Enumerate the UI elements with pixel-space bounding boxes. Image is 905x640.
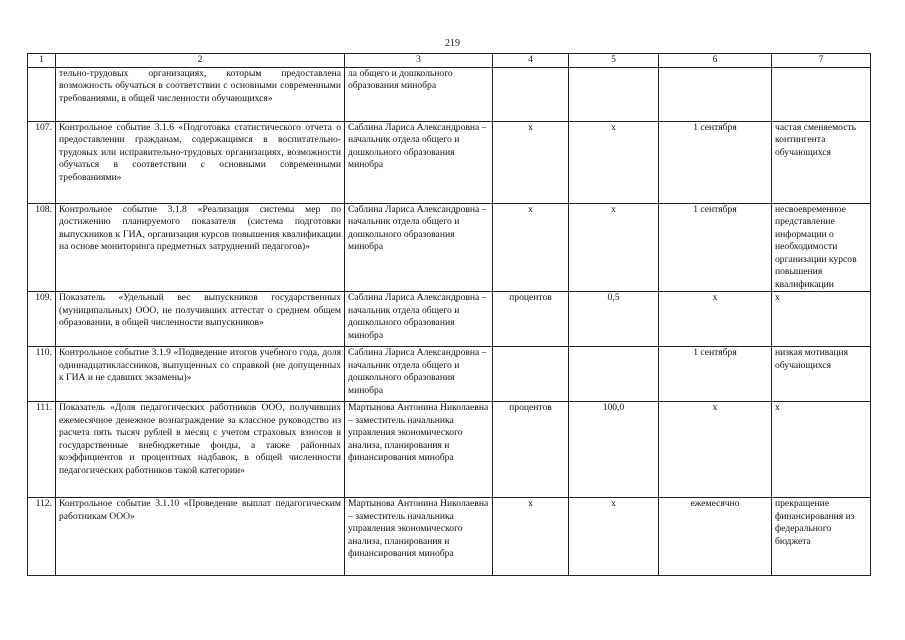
table-row: [28, 203, 871, 292]
indicator-value: х: [569, 203, 659, 292]
indicator-value: [569, 67, 659, 121]
column-number: 6: [659, 54, 772, 68]
indicator-value: 0,5: [569, 292, 659, 347]
unit-of-measure: [493, 67, 569, 121]
plan-table: [27, 53, 871, 576]
deadline: х: [659, 292, 772, 347]
column-number-row: [28, 54, 871, 68]
unit-of-measure: х: [493, 203, 569, 292]
table-row: [28, 67, 871, 121]
row-number: 112.: [28, 498, 56, 576]
column-number: 3: [345, 54, 493, 68]
responsible-person: Мартынова Антонина Николаевна – заместитель начальника управления экономического анализа, планирования и финансирования минобра: [345, 498, 493, 576]
row-number: 109.: [28, 292, 56, 347]
deadline: 1 сентября: [659, 121, 772, 203]
column-number: 1: [28, 54, 56, 68]
responsible-person: Саблина Лариса Александровна – начальник отдела общего и дошкольного образования минобра: [345, 347, 493, 402]
column-number: 2: [56, 54, 345, 68]
table-row: [28, 347, 871, 402]
unit-of-measure: процентов: [493, 402, 569, 498]
column-number: 7: [772, 54, 871, 68]
row-number: 111.: [28, 402, 56, 498]
responsible-person: Саблина Лариса Александровна – начальник отдела общего и дошкольного образования минобра: [345, 292, 493, 347]
unit-of-measure: [493, 347, 569, 402]
indicator-value: 100,0: [569, 402, 659, 498]
event-name: Контрольное событие 3.1.6 «Подготовка статистического отчета о предоставлении гражданам, содержащимся в воспитательно-трудовых или исправительно-трудовых организациях, возможности обучаться в соответствии с основными современными требованиями»: [56, 121, 345, 203]
indicator-value: х: [569, 498, 659, 576]
table-row: [28, 292, 871, 347]
event-name: Показатель «Удельный вес выпускников государственных (муниципальных) ООО, не получивших аттестат о среднем общем образовании, в общей численности выпускников»: [56, 292, 345, 347]
row-number: 107.: [28, 121, 56, 203]
responsible-person: Мартынова Антонина Николаевна – заместитель начальника управления экономического анализа, планирования и финансирования минобра: [345, 402, 493, 498]
page-number: 219: [445, 38, 460, 49]
indicator-value: х: [569, 121, 659, 203]
event-name: Контрольное событие 3.1.9 «Подведение итогов учебного года, доля одиннадцатиклассников, выпущенных со справкой (не допущенных к ГИА и не сдавших экзамены)»: [56, 347, 345, 402]
table-row: [28, 121, 871, 203]
event-name: Показатель «Доля педагогических работников ООО, получивших ежемесячное денежное вознаграждение за классное руководство из расчета пять тысяч рублей в месяц с учетом страховых взносов в государственные внебюджетные фонды, а также районных коэффициентов и процентных надбавок, в общей численности педагогических работников такой категории»: [56, 402, 345, 498]
event-name: Контрольное событие 3.1.8 «Реализация системы мер по достижению планируемого показателя (система подготовки выпускников к ГИА, организация курсов повышения квалификации на основе мониторинга предметных затруднений педагогов)»: [56, 203, 345, 292]
column-number: 4: [493, 54, 569, 68]
responsible-person: ла общего и дошкольного образования минобра: [345, 67, 493, 121]
deadline: х: [659, 402, 772, 498]
row-number: [28, 67, 56, 121]
risk-description: [772, 67, 871, 121]
row-number: 110.: [28, 347, 56, 402]
row-number: 108.: [28, 203, 56, 292]
risk-description: частая сменяемость контингента обучающихся: [772, 121, 871, 203]
event-name: тельно-трудовых организациях, которым предоставлена возможность обучаться в соответствии с основными современными требованиями, в общей численности обучающихся»: [56, 67, 345, 121]
risk-description: х: [772, 292, 871, 347]
unit-of-measure: х: [493, 121, 569, 203]
risk-description: х: [772, 402, 871, 498]
event-name: Контрольное событие 3.1.10 «Проведение выплат педагогическим работникам ООО»: [56, 498, 345, 576]
responsible-person: Саблина Лариса Александровна – начальник отдела общего и дошкольного образования минобра: [345, 203, 493, 292]
risk-description: низкая мотивация обучающихся: [772, 347, 871, 402]
unit-of-measure: х: [493, 498, 569, 576]
table-row: [28, 498, 871, 576]
table-row: [28, 402, 871, 498]
responsible-person: Саблина Лариса Александровна – начальник отдела общего и дошкольного образования минобра: [345, 121, 493, 203]
unit-of-measure: процентов: [493, 292, 569, 347]
deadline: 1 сентября: [659, 347, 772, 402]
risk-description: прекращение финансирования из федерального бюджета: [772, 498, 871, 576]
deadline: ежемесячно: [659, 498, 772, 576]
deadline: 1 сентября: [659, 203, 772, 292]
indicator-value: [569, 347, 659, 402]
deadline: [659, 67, 772, 121]
column-number: 5: [569, 54, 659, 68]
risk-description: несвоевременное представление информации о необходимости организации курсов повышения квалификации: [772, 203, 871, 292]
